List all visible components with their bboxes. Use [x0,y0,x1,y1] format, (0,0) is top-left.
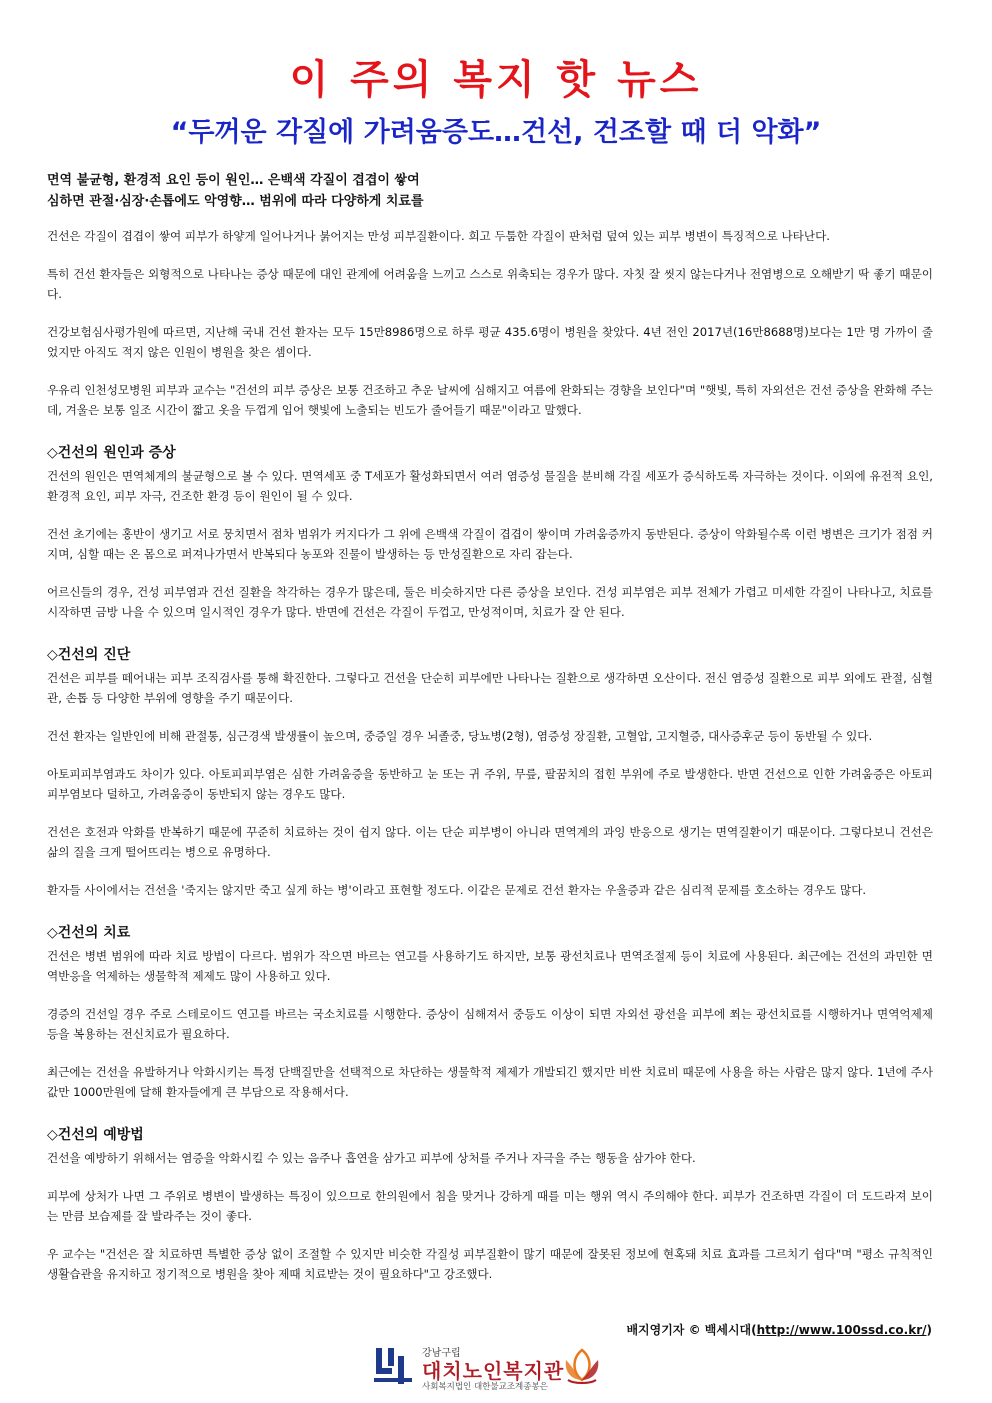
logo-name: 대치노인복지관 [422,1359,565,1383]
paragraph: 환자들 사이에서는 건선을 '죽지는 않지만 죽고 싶게 하는 병'이라고 표현할 정도다. 이같은 문제로 건선 환자는 우울증과 같은 심리적 문제를 호소하는 경우도 많다. [47,883,867,897]
paragraph: 아토피피부염과도 차이가 있다. 아토피피부염은 심한 가려움증을 동반하고 눈 또는 귀 주위, 무릎, 팔꿈치의 접힌 부위에 주로 발생한다. 반면 건선으로 인한 가려움증은 아토피피부염보다 덜하고, 가려움증이 동반되지 않는 경우도 많다. [47,767,933,801]
lead-line: 면역 불균형, 환경적 요인 등이 원인… 은백색 각질이 겹겹이 쌓여 [47,173,420,188]
paragraph: 건선은 호전과 악화를 반복하기 때문에 꾸준히 치료하는 것이 쉽지 않다. 이는 단순 피부병이 아니라 면역계의 과잉 반응으로 생기는 면역질환이기 때문이다. 그렇다보니 건선은 삶의 질을 크게 떨어뜨리는 병으로 유명하다. [47,825,933,859]
paragraph: 특히 건선 환자들은 외형적으로 나타나는 증상 때문에 대인 관계에 어려움을 느끼고 스스로 위축되는 경우가 많다. 자칫 잘 씻지 않는다거나 전염병으로 오해받기 딱 좋기 때문이다. [47,267,933,301]
paragraph: 우유리 인천성모병원 피부과 교수는 "건선의 피부 증상은 보통 건조하고 추운 날씨에 심해지고 여름에 완화되는 경향을 보인다"며 "햇빛, 특히 자외선은 건선 증상을 완화해 주는데, 겨울은 보통 일조 시간이 짧고 옷을 두껍게 입어 햇빛에 노출되는 빈도가 줄어들기 때문"이라고 말했다. [47,383,934,417]
paragraph: 어르신들의 경우, 건성 피부염과 건선 질환을 착각하는 경우가 많은데, 둘은 비슷하지만 다른 증상을 보인다. 건성 피부염은 피부 전체가 가렵고 미세한 각질이 나타나고, 치료를 시작하면 금방 나을 수 있으며 일시적인 경우가 많다. 반면에 건선은 각질이 두껍고, 만성적이며, 치료가 잘 안 된다. [47,585,933,619]
article-body [47,170,933,1284]
organization-logo [372,1342,620,1394]
section-heading: ◇건선의 치료 [47,925,131,941]
paragraph: 건선을 예방하기 위해서는 염증을 악화시킬 수 있는 음주나 흡연을 삼가고 피부에 상처를 주거나 자극을 주는 행동을 삼가야 한다. [47,1151,696,1165]
paragraph: 건선의 원인은 면역체계의 불균형으로 볼 수 있다. 면역세포 중 T세포가 활성화되면서 여러 염증성 물질을 분비해 각질 세포가 증식하도록 자극하는 것이다. 이외에 유전적 요인, 환경적 요인, 피부 자극, 건조한 환경 등이 원인이 될 수 있다. [47,469,933,503]
logo-subtitle: 사회복지법인 대한불교조계종봉은 [422,1382,548,1392]
section-heading: ◇건선의 진단 [47,647,131,663]
byline [626,1321,932,1338]
page-title: 이 주의 복지 핫 뉴스 [289,57,703,103]
byline-text: 배지영기자 © 백세시대( [626,1323,757,1337]
paragraph: 건선 환자는 일반인에 비해 관절통, 심근경색 발생률이 높으며, 중증일 경우 뇌졸중, 당뇨병(2형), 염증성 장질환, 고혈압, 고지혈증, 대사증후군 등이 동반될 수 있다. [47,729,873,743]
paragraph: 경증의 건선일 경우 주로 스테로이드 연고를 바르는 국소치료를 시행한다. 증상이 심해져서 중등도 이상이 되면 자외선 광선을 피부에 쬐는 광선치료를 시행하거나 면역억제제 등을 복용하는 전신치료가 필요하다. [47,1007,933,1041]
paragraph: 우 교수는 "건선은 잘 치료하면 특별한 증상 없이 조절할 수 있지만 비슷한 각질성 피부질환이 많기 때문에 잘못된 정보에 현혹돼 치료 효과를 그르치기 쉽다"며 "평소 규칙적인 생활습관을 유지하고 정기적으로 병원을 찾아 제때 치료받는 것이 필요하다"고 강조했다. [47,1247,933,1281]
paragraph: 건선은 피부를 떼어내는 피부 조직검사를 통해 확진한다. 그렇다고 건선을 단순히 피부에만 나타나는 질환으로 생각하면 오산이다. 전신 염증성 질환으로 피부 외에도 관절, 심혈관, 손톱 등 다양한 부위에 영향을 주기 때문이다. [47,671,933,705]
logo-district: 강남구립 [422,1348,461,1359]
byline-close: ) [926,1323,932,1337]
paragraph: 건선은 각질이 겹겹이 쌓여 피부가 하얗게 일어나거나 붉어지는 만성 피부질환이다. 희고 두툼한 각질이 판처럼 덮여 있는 피부 병변이 특징적으로 나타난다. [47,229,830,243]
page-subtitle: “두꺼운 각질에 가려움증도…건선, 건조할 때 더 악화” [170,117,822,148]
logo-mark-icon [372,1342,414,1388]
lead-summary [47,170,933,212]
source-link[interactable]: http://www.100ssd.co.kr/ [756,1323,927,1337]
lotus-icon [560,1346,604,1386]
section-heading: ◇건선의 예방법 [47,1127,144,1143]
paragraph: 건강보험심사평가원에 따르면, 지난해 국내 건선 환자는 모두 15만8986명으로 하루 평균 435.6명이 병원을 찾았다. 4년 전인 2017년(16만8688명)보다는 1만 명 가까이 줄었지만 아직도 적지 않은 인원이 병원을 찾은 셈이다. [47,325,933,359]
paragraph: 건선은 병변 범위에 따라 치료 방법이 다르다. 범위가 작으면 바르는 연고를 사용하기도 하지만, 보통 광선치료나 면역조절제 등이 치료에 사용된다. 최근에는 건선의 과민한 면역반응을 억제하는 생물학적 제제도 많이 사용하고 있다. [47,949,933,983]
paragraph: 건선 초기에는 홍반이 생기고 서로 뭉치면서 점차 범위가 커지다가 그 위에 은백색 각질이 겹겹이 쌓이며 가려움증까지 동반된다. 증상이 악화될수록 이런 병변은 크기가 점점 커지며, 심할 때는 온 몸으로 퍼져나가면서 반복되다 농포와 진물이 발생하는 등 만성질환으로 자리 잡는다. [47,527,933,561]
paragraph: 피부에 상처가 나면 그 주위로 병변이 발생하는 특징이 있으므로 한의원에서 침을 맞거나 강하게 때를 미는 행위 역시 주의해야 한다. 피부가 건조하면 각질이 더 도드라져 보이는 만큼 보습제를 잘 발라주는 것이 좋다. [47,1189,933,1223]
lead-line: 심하면 관절·심장·손톱에도 악영향… 범위에 따라 다양하게 치료를 [47,194,424,209]
paragraph: 최근에는 건선을 유발하거나 악화시키는 특정 단백질만을 선택적으로 차단하는 생물학적 제제가 개발되긴 했지만 비싼 치료비 때문에 사용을 하는 사람은 많지 않다. 1년에 주사값만 1000만원에 달해 환자들에게 큰 부담으로 작용해서다. [47,1065,933,1099]
section-heading: ◇건선의 원인과 증상 [47,445,176,461]
